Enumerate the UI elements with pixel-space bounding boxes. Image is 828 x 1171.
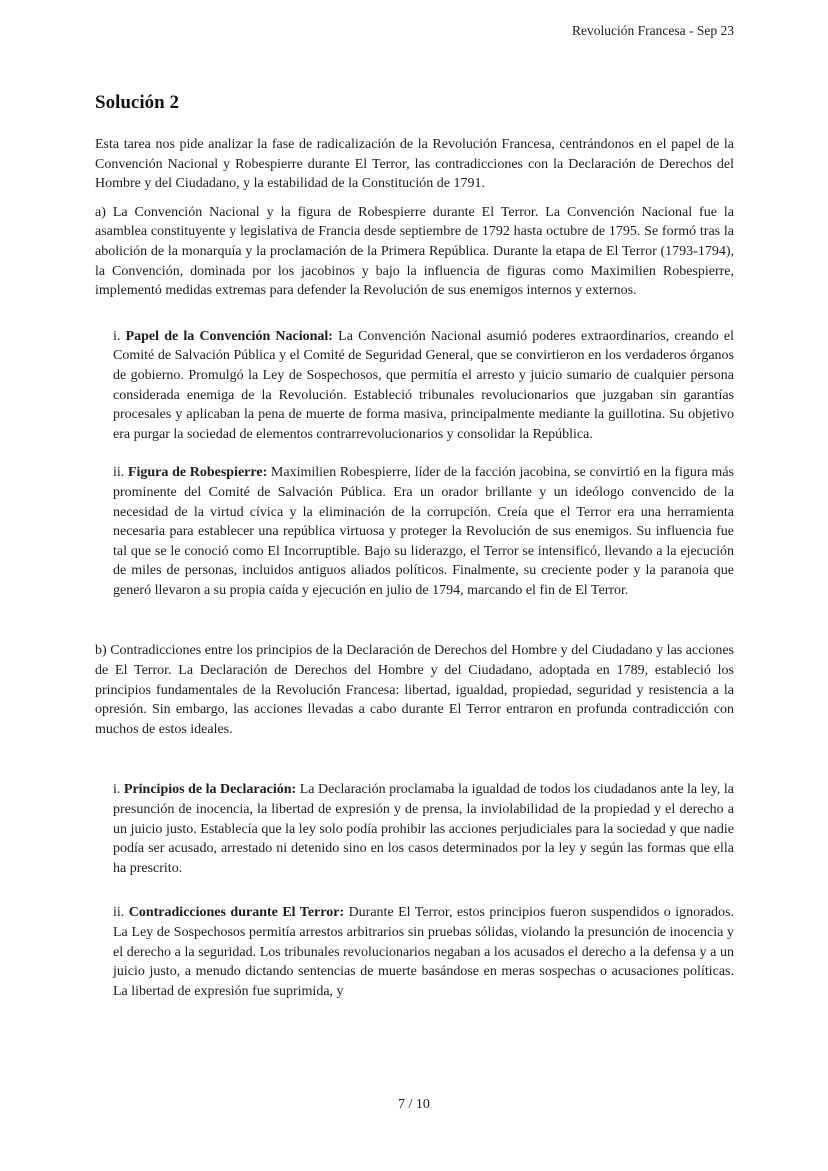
list-item-text: Maximilien Robespierre, líder de la facción jacobina, se convirtió en la figura más prominente del Comité de Salvación Pública. Era un orador brillante y un ideólogo convencido de la necesidad de la virtud cívica y la eliminación de la corrupción. Creía que el Terror era una herramienta necesaria para establecer una república virtuosa y proteger la Revolución de sus enemigos. Su influencia fue tal que se le conoció como El Incorruptible. Bajo su liderazgo, el Terror se intensificó, llevando a la ejecución de miles de personas, incluidos antiguos aliados políticos. Finalmente, su creciente poder y la paranoia que generó llevaron a su propia caída y ejecución en julio de 1794, marcando el fin de El Terror.	[113, 465, 734, 598]
list-item-text: Durante El Terror, estos principios fueron suspendidos o ignorados. La Ley de Sospechosos permitía arrestos arbitrarios sin pruebas sólidas, violando la presunción de inocencia y el derecho a la seguridad. Los tribunales revolucionarios negaban a los acusados el derecho a la defensa y a un juicio justo, a menudo dictando sentencias de muerte basándose en meras sospechas o acusaciones políticas. La libertad de expresión fue suprimida, y	[113, 905, 734, 999]
paragraph-section-a: a) La Convención Nacional y la figura de Robespierre durante El Terror. La Convención Nacional fue la asamblea constituyente y legislativa de Francia desde septiembre de 1792 hasta octubre de 1795. Se formó tras la abolición de la monarquía y la proclamación de la Primera República. Durante la etapa de El Terror (1793-1794), la Convención, dominada por los jacobinos y bajo la influencia de figuras como Maximilien Robespierre, implementó medidas extremas para defender la Revolución de sus enemigos internos y externos.	[95, 204, 734, 299]
list-item-marker: i.	[113, 782, 121, 798]
list-item	[113, 463, 734, 600]
list-item-marker: ii.	[113, 905, 125, 921]
section-title: Solución 2	[95, 92, 179, 113]
list-item	[113, 327, 734, 445]
list-item	[113, 903, 734, 1001]
paragraph-section-b: b) Contradicciones entre los principios de la Declaración de Derechos del Hombre y del Ciudadano y las acciones de El Terror. La Declaración de Derechos del Hombre y del Ciudadano, adoptada en 1789, estableció los principios fundamentales de la Revolución Francesa: libertad, igualdad, propiedad, seguridad y resistencia a la opresión. Sin embargo, las acciones llevadas a cabo durante El Terror entraron en profunda contradicción con muchos de estos ideales.	[95, 643, 734, 737]
list-item-text: La Convención Nacional asumió poderes extraordinarios, creando el Comité de Salvación Pública y el Comité de Seguridad General, que se convirtieron en los verdaderos órganos de gobierno. Promulgó la Ley de Sospechosos, que permitía el arresto y juicio sumario de cualquier persona considerada enemiga de la Revolución. Estableció tribunales revolucionarios que juzgaban sin garantías procesales y aplicaban la pena de muerte de forma masiva, principalmente mediante la guillotina. Su objetivo era purgar la sociedad de elementos contrarrevolucionarios y consolidar la República.	[113, 328, 734, 442]
list-item-label: Principios de la Declaración:	[123, 782, 297, 798]
list-item	[113, 780, 734, 878]
list-item-label: Papel de la Convención Nacional:	[125, 328, 333, 344]
page-number: 7 / 10	[398, 1097, 430, 1112]
list-item-text: La Declaración proclamaba la igualdad de todos los ciudadanos ante la ley, la presunción de inocencia, la libertad de expresión y de prensa, la inviolabilidad de la propiedad y el derecho a un juicio justo. Establecía que la ley solo podía prohibir las acciones perjudiciales para la sociedad y que nadie podía ser acusado, arrestado ni detenido sino en los casos determinados por la ley y según las formas que ella ha prescrito.	[113, 782, 734, 876]
document-body	[95, 135, 734, 1001]
list-item-label: Contradicciones durante El Terror:	[128, 905, 345, 921]
list-item-marker: ii.	[113, 465, 125, 481]
paragraph-intro: Esta tarea nos pide analizar la fase de radicalización de la Revolución Francesa, centrándonos en el papel de la Convención Nacional y Robespierre durante El Terror, las contradicciones con la Declaración de Derechos del Hombre y del Ciudadano, y la estabilidad de la Constitución de 1791.	[95, 137, 734, 192]
list-item-label: Figura de Robespierre:	[127, 465, 268, 481]
list-item-marker: i.	[113, 328, 121, 344]
running-header: Revolución Francesa - Sep 23	[572, 23, 734, 38]
